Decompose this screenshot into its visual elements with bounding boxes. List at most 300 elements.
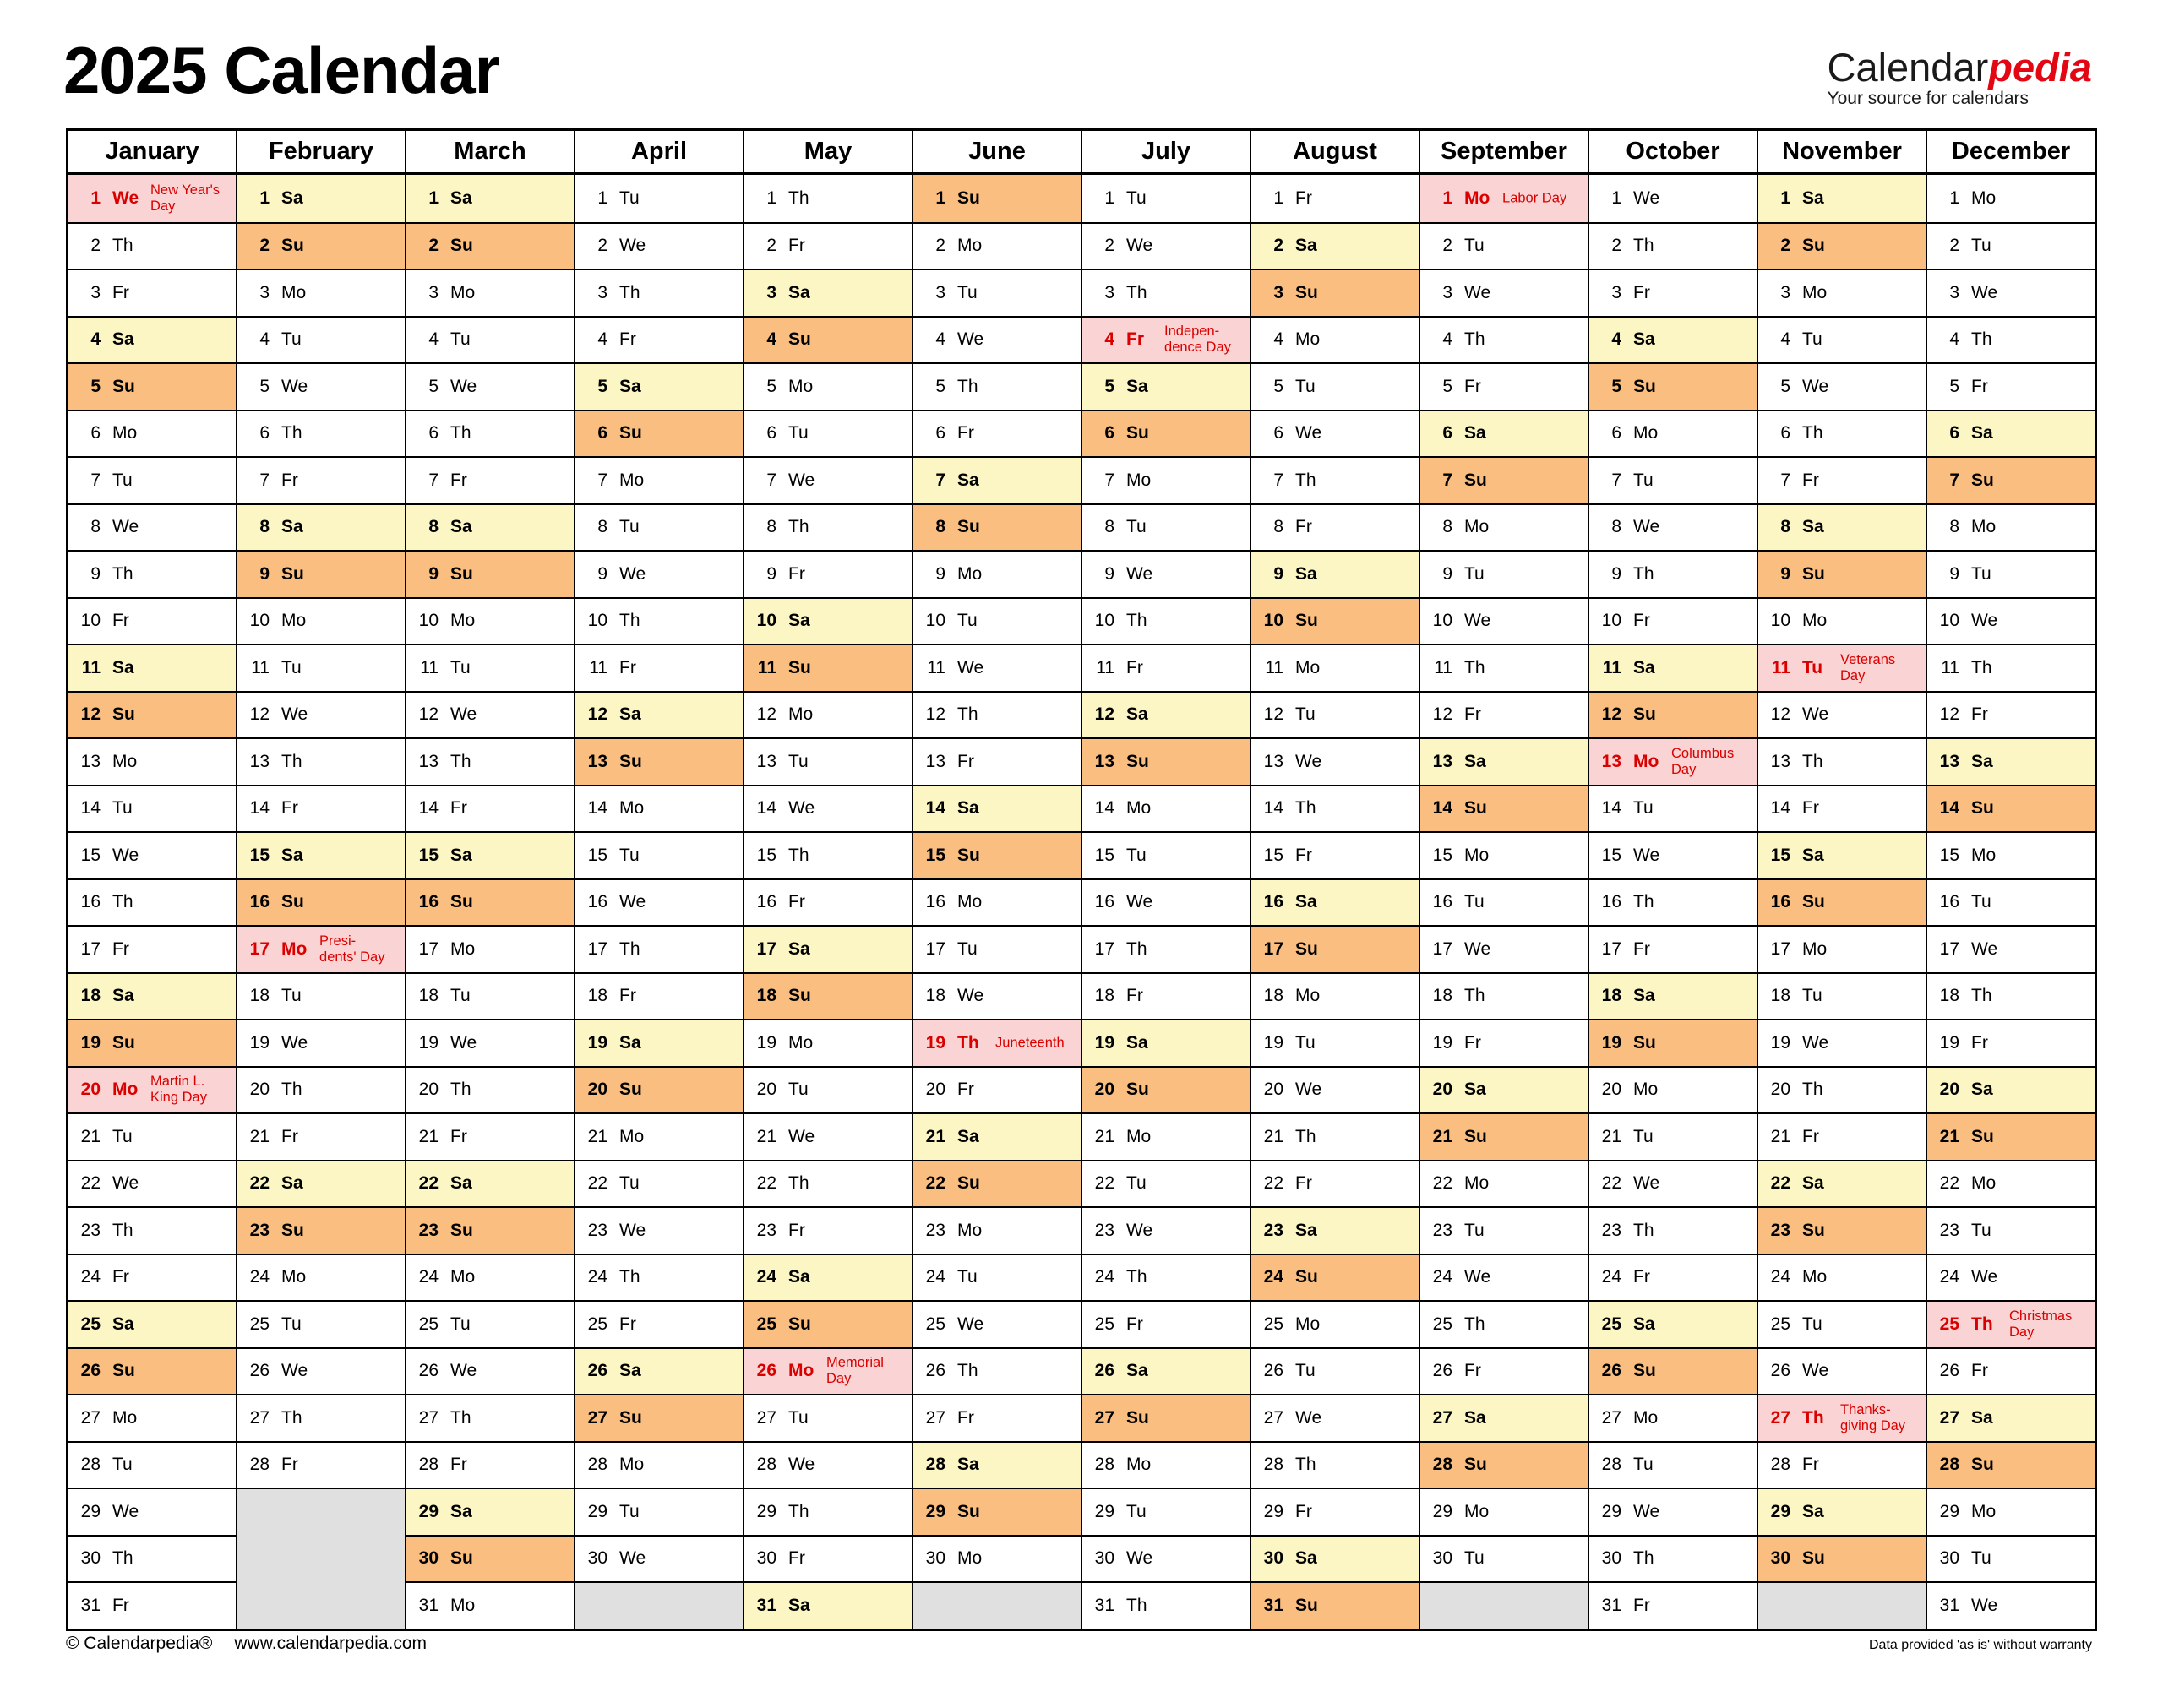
day-cell xyxy=(1251,1488,1419,1535)
day-number: 7 xyxy=(766,470,776,490)
day-cell xyxy=(1758,362,1926,410)
day-weekday: Su xyxy=(1633,1032,1656,1053)
day-weekday: Sa xyxy=(112,329,134,350)
day-number: 7 xyxy=(1780,470,1790,490)
day-weekday: Fr xyxy=(1971,704,1988,725)
day-cell xyxy=(1082,316,1250,363)
day-number: 19 xyxy=(1939,1032,1959,1053)
day-number: 9 xyxy=(1104,563,1114,584)
day-number: 13 xyxy=(587,751,607,771)
day-number: 27 xyxy=(418,1407,439,1428)
month-column xyxy=(1419,131,1588,1629)
day-number: 26 xyxy=(587,1361,607,1381)
day-weekday: We xyxy=(788,1455,815,1475)
day-weekday: Mo xyxy=(112,1080,139,1100)
day-number: 25 xyxy=(1432,1314,1452,1334)
day-weekday: Su xyxy=(1802,236,1825,256)
day-number: 10 xyxy=(249,611,270,631)
day-number: 8 xyxy=(1442,517,1452,537)
day-weekday: Tu xyxy=(112,1126,133,1146)
day-number: 16 xyxy=(925,892,945,912)
day-cell xyxy=(237,316,405,363)
day-weekday: We xyxy=(1464,1267,1491,1287)
day-number: 7 xyxy=(259,470,270,490)
day-cell xyxy=(744,925,912,972)
day-number: 22 xyxy=(925,1173,945,1194)
day-weekday: Fr xyxy=(619,986,636,1006)
day-cell xyxy=(1589,925,1757,972)
day-cell xyxy=(913,737,1081,785)
day-cell xyxy=(1758,691,1926,738)
day-weekday: Fr xyxy=(1464,1032,1481,1053)
day-number: 27 xyxy=(1432,1407,1452,1428)
day-cell xyxy=(744,410,912,457)
day-cell xyxy=(1927,1019,2095,1066)
day-number: 2 xyxy=(766,236,776,256)
holiday-label: New Year's Day xyxy=(150,182,221,214)
day-weekday: Tu xyxy=(281,986,302,1006)
day-weekday: Tu xyxy=(450,329,471,350)
day-cell xyxy=(1251,456,1419,503)
day-weekday: Su xyxy=(1126,423,1149,443)
day-weekday: Su xyxy=(788,657,811,677)
day-number: 23 xyxy=(1432,1220,1452,1240)
day-weekday: Th xyxy=(1802,1080,1823,1100)
day-weekday: Th xyxy=(450,1407,471,1428)
day-weekday: Su xyxy=(619,423,642,443)
day-cell xyxy=(1758,175,1926,222)
day-number: 31 xyxy=(756,1595,776,1615)
month-column xyxy=(1250,131,1419,1629)
day-weekday: Su xyxy=(1633,704,1656,725)
day-weekday: Tu xyxy=(1295,1032,1316,1053)
day-cell xyxy=(744,269,912,316)
footer-url: www.calendarpedia.com xyxy=(234,1634,428,1653)
day-weekday: Tu xyxy=(281,1314,302,1334)
day-cell xyxy=(1420,316,1588,363)
day-cell xyxy=(1420,1535,1588,1582)
day-cell xyxy=(1758,878,1926,926)
day-cell xyxy=(1420,1160,1588,1207)
day-weekday: We xyxy=(281,376,308,396)
day-number: 6 xyxy=(935,423,945,443)
day-cell xyxy=(744,972,912,1020)
day-weekday: Mo xyxy=(450,282,476,302)
day-number: 8 xyxy=(597,517,607,537)
day-weekday: Su xyxy=(957,845,980,865)
day-number: 26 xyxy=(418,1361,439,1381)
day-weekday: Tu xyxy=(281,657,302,677)
day-cell xyxy=(406,362,574,410)
day-number: 24 xyxy=(925,1267,945,1287)
day-cell xyxy=(1082,691,1250,738)
day-weekday: Tu xyxy=(450,657,471,677)
day-number: 10 xyxy=(1263,611,1283,631)
day-number: 13 xyxy=(249,751,270,771)
day-number: 29 xyxy=(756,1501,776,1521)
day-number: 8 xyxy=(1949,517,1959,537)
day-weekday: We xyxy=(788,1126,815,1146)
day-weekday: Th xyxy=(1971,329,1992,350)
day-weekday: Fr xyxy=(1464,376,1481,396)
day-number: 30 xyxy=(925,1548,945,1569)
month-column xyxy=(1926,131,2095,1629)
day-weekday: Tu xyxy=(1464,1220,1485,1240)
day-cell xyxy=(1082,785,1250,832)
day-weekday: Su xyxy=(112,1361,135,1381)
day-number: 22 xyxy=(1770,1173,1790,1194)
day-weekday: Tu xyxy=(1633,798,1654,819)
day-number: 30 xyxy=(1263,1548,1283,1569)
day-number: 16 xyxy=(756,892,776,912)
day-weekday: Su xyxy=(1126,751,1149,771)
day-number: 17 xyxy=(418,938,439,959)
day-cell xyxy=(1420,503,1588,551)
day-number: 10 xyxy=(1601,611,1621,631)
day-cell xyxy=(1082,269,1250,316)
day-weekday: Sa xyxy=(788,1267,810,1287)
day-number: 3 xyxy=(1104,282,1114,302)
day-weekday: Su xyxy=(1464,1126,1487,1146)
day-weekday: Sa xyxy=(1802,1501,1824,1521)
day-cell xyxy=(1758,785,1926,832)
day-weekday: Sa xyxy=(1633,1314,1655,1334)
day-weekday: We xyxy=(1633,845,1660,865)
day-number: 10 xyxy=(756,611,776,631)
day-weekday: We xyxy=(450,1361,477,1381)
day-number: 30 xyxy=(587,1548,607,1569)
day-number: 1 xyxy=(428,188,439,208)
day-weekday: Th xyxy=(1633,236,1654,256)
day-cell xyxy=(913,1300,1081,1347)
day-cell xyxy=(1927,1112,2095,1160)
day-cell xyxy=(575,456,743,503)
day-number: 6 xyxy=(1949,423,1959,443)
day-number: 3 xyxy=(259,282,270,302)
day-cell xyxy=(1927,175,2095,222)
day-weekday: Su xyxy=(1295,282,1318,302)
holiday-label: Veterans Day xyxy=(1840,651,1896,683)
day-number: 8 xyxy=(1104,517,1114,537)
day-weekday: Mo xyxy=(112,423,138,443)
month-header: February xyxy=(237,131,405,175)
day-weekday: Th xyxy=(1295,470,1316,490)
day-cell xyxy=(237,925,405,972)
day-cell xyxy=(744,644,912,691)
day-cell xyxy=(1927,1347,2095,1395)
day-cell xyxy=(744,1066,912,1113)
day-weekday: Sa xyxy=(1464,751,1486,771)
day-weekday: Mo xyxy=(619,1455,645,1475)
day-cell xyxy=(913,1535,1081,1582)
day-cell xyxy=(575,222,743,269)
day-number: 11 xyxy=(420,657,439,677)
day-cell xyxy=(1589,1535,1757,1582)
day-cell xyxy=(913,316,1081,363)
day-number: 5 xyxy=(259,376,270,396)
day-number: 29 xyxy=(418,1501,439,1521)
day-number: 19 xyxy=(587,1032,607,1053)
day-cell xyxy=(744,1488,912,1535)
day-number: 22 xyxy=(1263,1173,1283,1194)
day-number: 19 xyxy=(249,1032,270,1053)
day-cell xyxy=(68,1488,236,1535)
day-cell xyxy=(1589,597,1757,645)
day-number: 18 xyxy=(1263,986,1283,1006)
day-weekday: Th xyxy=(1295,798,1316,819)
day-weekday: Th xyxy=(619,611,640,631)
day-number: 10 xyxy=(1094,611,1114,631)
day-cell xyxy=(1758,1441,1926,1488)
day-weekday: We xyxy=(1971,1267,1998,1287)
day-weekday: Su xyxy=(957,1501,980,1521)
day-number: 20 xyxy=(756,1080,776,1100)
day-number: 20 xyxy=(1939,1080,1959,1100)
day-number: 10 xyxy=(1770,611,1790,631)
day-weekday: We xyxy=(788,470,815,490)
day-cell xyxy=(68,972,236,1020)
day-number: 9 xyxy=(766,563,776,584)
day-cell xyxy=(68,1581,236,1629)
day-number: 6 xyxy=(90,423,101,443)
day-weekday: Mo xyxy=(1633,1407,1659,1428)
day-weekday: Mo xyxy=(1464,517,1490,537)
day-cell xyxy=(1251,737,1419,785)
day-weekday: Sa xyxy=(1126,704,1148,725)
day-cell xyxy=(913,878,1081,926)
day-cell xyxy=(1251,1019,1419,1066)
day-cell xyxy=(68,456,236,503)
day-number: 23 xyxy=(1770,1220,1790,1240)
day-cell xyxy=(1082,550,1250,597)
day-number: 18 xyxy=(1094,986,1114,1006)
day-cell xyxy=(1082,1112,1250,1160)
day-weekday: Mo xyxy=(1971,845,1997,865)
day-cell xyxy=(1589,1300,1757,1347)
day-cell xyxy=(1251,175,1419,222)
day-number: 30 xyxy=(80,1548,101,1569)
day-number: 18 xyxy=(1770,986,1790,1006)
day-cell xyxy=(1927,1535,2095,1582)
day-cell xyxy=(68,691,236,738)
day-number: 22 xyxy=(418,1173,439,1194)
day-cell xyxy=(913,597,1081,645)
day-weekday: We xyxy=(1633,1173,1660,1194)
day-weekday: Tu xyxy=(1971,236,1991,256)
day-cell xyxy=(1082,1347,1250,1395)
day-cell xyxy=(744,1535,912,1582)
day-weekday: We xyxy=(1464,282,1491,302)
day-number: 27 xyxy=(925,1407,945,1428)
day-weekday: We xyxy=(1802,376,1829,396)
day-number: 23 xyxy=(925,1220,945,1240)
day-cell xyxy=(1589,269,1757,316)
day-weekday: Tu xyxy=(1464,563,1485,584)
day-weekday: Fr xyxy=(112,611,129,631)
day-number: 20 xyxy=(925,1080,945,1100)
day-number: 28 xyxy=(1770,1455,1790,1475)
day-number: 18 xyxy=(1432,986,1452,1006)
day-weekday: Th xyxy=(1126,611,1147,631)
day-cell xyxy=(237,785,405,832)
day-cell xyxy=(1251,831,1419,878)
month-column xyxy=(743,131,912,1629)
day-weekday: Su xyxy=(1802,563,1825,584)
day-number: 10 xyxy=(1432,611,1452,631)
day-weekday: Sa xyxy=(450,1501,472,1521)
day-number: 30 xyxy=(1939,1548,1959,1569)
day-cell xyxy=(237,878,405,926)
day-weekday: Mo xyxy=(788,376,814,396)
day-cell xyxy=(1420,644,1588,691)
day-weekday: Tu xyxy=(619,517,640,537)
day-cell xyxy=(1420,456,1588,503)
day-number: 16 xyxy=(587,892,607,912)
day-number: 12 xyxy=(1263,704,1283,725)
day-weekday: Sa xyxy=(1126,376,1148,396)
day-number: 27 xyxy=(756,1407,776,1428)
day-weekday: Sa xyxy=(1971,751,1993,771)
day-weekday: Tu xyxy=(112,798,133,819)
day-weekday: Th xyxy=(1633,1548,1654,1569)
day-number: 26 xyxy=(249,1361,270,1381)
day-cell xyxy=(744,316,912,363)
day-weekday: Th xyxy=(788,517,809,537)
day-number: 8 xyxy=(90,517,101,537)
day-number: 14 xyxy=(925,798,945,819)
day-weekday: Fr xyxy=(957,423,974,443)
day-weekday: Mo xyxy=(1126,798,1152,819)
holiday-label: Labor Day xyxy=(1502,190,1567,206)
day-number: 7 xyxy=(428,470,439,490)
day-weekday: Mo xyxy=(1464,1501,1490,1521)
holiday-label: Memorial Day xyxy=(826,1355,884,1387)
day-number: 5 xyxy=(597,376,607,396)
day-number: 13 xyxy=(1601,751,1621,771)
day-number: 11 xyxy=(1602,657,1621,677)
day-number: 14 xyxy=(249,798,270,819)
day-weekday: We xyxy=(1126,892,1153,912)
day-number: 1 xyxy=(90,188,101,208)
day-cell xyxy=(237,175,405,222)
day-cell xyxy=(1251,316,1419,363)
day-number: 29 xyxy=(80,1501,101,1521)
day-cell xyxy=(1927,972,2095,1020)
day-cell xyxy=(1082,362,1250,410)
day-number: 6 xyxy=(1611,423,1621,443)
day-weekday: Fr xyxy=(281,1126,298,1146)
day-weekday: Tu xyxy=(788,423,809,443)
day-cell xyxy=(1251,1160,1419,1207)
day-cell xyxy=(1758,644,1926,691)
day-number: 8 xyxy=(766,517,776,537)
day-cell xyxy=(1082,644,1250,691)
day-number: 26 xyxy=(925,1361,945,1381)
footer xyxy=(66,1634,2092,1654)
day-weekday: Mo xyxy=(281,1267,307,1287)
day-number: 21 xyxy=(418,1126,439,1146)
day-number: 12 xyxy=(249,704,270,725)
day-cell xyxy=(1927,878,2095,926)
day-number: 17 xyxy=(756,938,776,959)
day-number: 11 xyxy=(81,657,101,677)
day-weekday: We xyxy=(957,329,984,350)
day-number: 8 xyxy=(1780,517,1790,537)
day-number: 20 xyxy=(1601,1080,1621,1100)
day-cell xyxy=(406,925,574,972)
day-cell xyxy=(1420,550,1588,597)
day-cell xyxy=(913,456,1081,503)
month-column xyxy=(236,131,405,1629)
day-weekday: Fr xyxy=(619,1314,636,1334)
day-number: 9 xyxy=(428,563,439,584)
day-cell xyxy=(744,1441,912,1488)
day-weekday: We xyxy=(450,704,477,725)
day-weekday: Su xyxy=(1971,470,1994,490)
day-number: 22 xyxy=(249,1173,270,1194)
day-cell xyxy=(1082,925,1250,972)
day-weekday: Tu xyxy=(1802,657,1823,677)
day-weekday: Mo xyxy=(1633,1080,1659,1100)
day-cell xyxy=(575,1535,743,1582)
day-weekday: Mo xyxy=(450,1595,476,1615)
day-number: 4 xyxy=(428,329,439,350)
day-number: 4 xyxy=(90,329,101,350)
day-weekday: We xyxy=(1126,1548,1153,1569)
day-number: 20 xyxy=(1770,1080,1790,1100)
day-cell xyxy=(406,1347,574,1395)
day-weekday: Th xyxy=(788,188,809,208)
day-cell xyxy=(575,1441,743,1488)
day-number: 3 xyxy=(1611,282,1621,302)
day-number: 4 xyxy=(1611,329,1621,350)
day-number: 2 xyxy=(259,236,270,256)
day-cell xyxy=(913,503,1081,551)
day-weekday: We xyxy=(957,1314,984,1334)
day-cell xyxy=(406,1019,574,1066)
day-weekday: Mo xyxy=(1464,1173,1490,1194)
day-weekday: Sa xyxy=(1126,1032,1148,1053)
day-number: 13 xyxy=(418,751,439,771)
day-cell xyxy=(744,1160,912,1207)
day-number: 29 xyxy=(1939,1501,1959,1521)
day-cell xyxy=(1589,316,1757,363)
day-weekday: Sa xyxy=(281,1173,303,1194)
day-weekday: We xyxy=(112,845,139,865)
day-cell xyxy=(575,1019,743,1066)
day-weekday: Tu xyxy=(1971,1548,1991,1569)
day-number: 20 xyxy=(80,1080,101,1100)
day-cell xyxy=(1758,269,1926,316)
day-cell xyxy=(744,362,912,410)
day-number: 30 xyxy=(1094,1548,1114,1569)
day-weekday: Th xyxy=(619,1267,640,1287)
logo-brand-red: pedia xyxy=(1988,45,2092,90)
day-cell xyxy=(1251,1206,1419,1254)
day-cell xyxy=(237,1160,405,1207)
day-cell xyxy=(406,503,574,551)
day-cell xyxy=(1589,1019,1757,1066)
day-cell xyxy=(1082,1441,1250,1488)
day-cell xyxy=(1082,1488,1250,1535)
day-cell xyxy=(1927,1488,2095,1535)
day-cell xyxy=(406,644,574,691)
day-number: 21 xyxy=(1601,1126,1621,1146)
day-number: 21 xyxy=(80,1126,101,1146)
day-cell xyxy=(1420,1254,1588,1301)
day-weekday: Mo xyxy=(1802,611,1828,631)
day-cell xyxy=(406,269,574,316)
